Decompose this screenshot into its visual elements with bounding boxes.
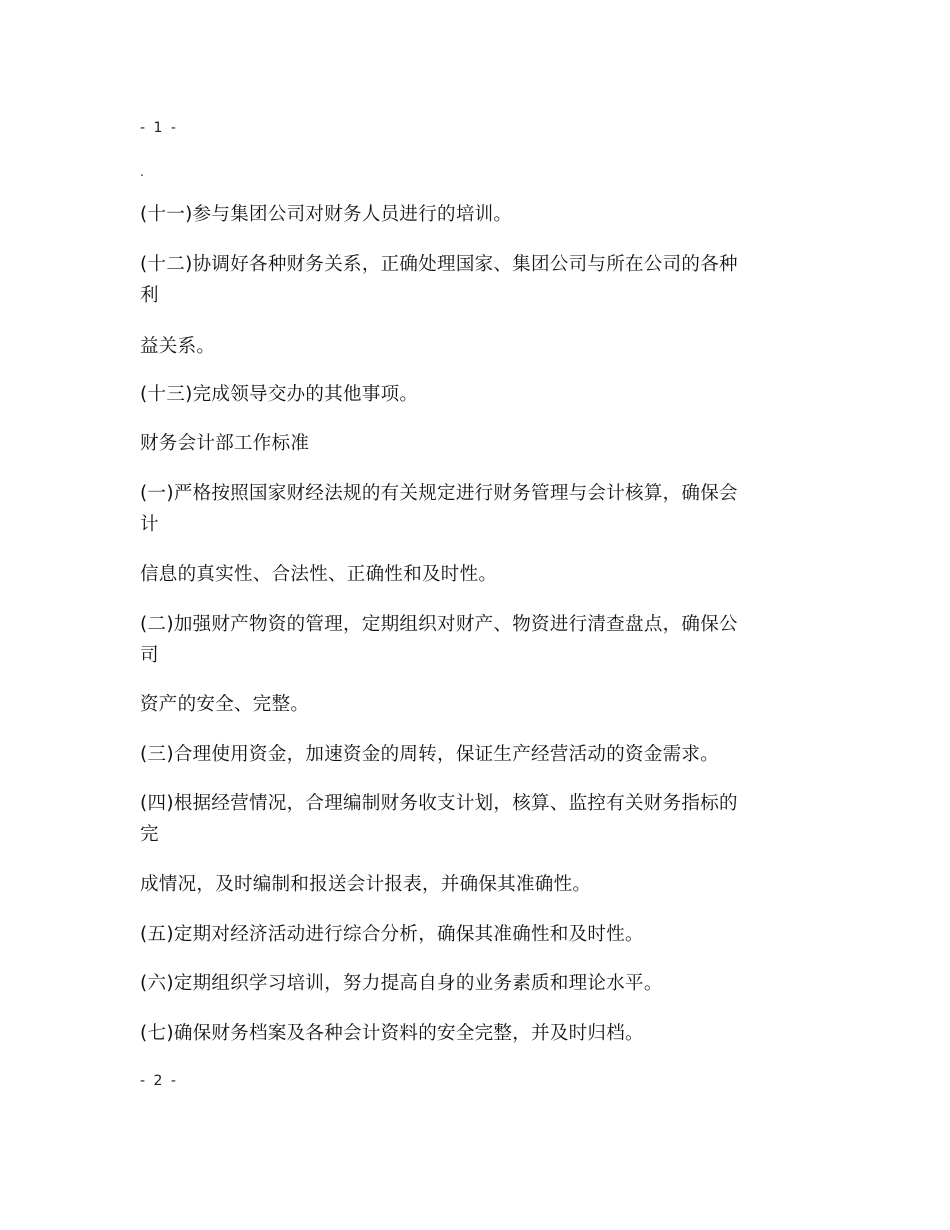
text-line: (四)根据经营情况，合理编制财务收支计划，核算、监控有关财务指标的 xyxy=(140,793,738,814)
text-line: (十三)完成领导交办的其他事项。 xyxy=(140,384,419,405)
text-line: 信息的真实性、合法性、正确性和及时性。 xyxy=(140,564,498,585)
text-line: (二)加强财产物资的管理，定期组织对财产、物资进行清查盘点，确保公 xyxy=(140,614,738,635)
text-line: 计 xyxy=(140,514,159,535)
text-line: (六)定期组织学习培训，努力提高自身的业务素质和理论水平。 xyxy=(140,973,663,994)
text-line: 成情况，及时编制和报送会计报表，并确保其准确性。 xyxy=(140,874,592,895)
text-line: 利 xyxy=(140,285,159,306)
text-line: 益关系。 xyxy=(140,336,216,357)
dot-mark: . xyxy=(140,165,145,179)
text-line: 资产的安全、完整。 xyxy=(140,694,310,715)
text-line: (五)定期对经济活动进行综合分析，确保其准确性和及时性。 xyxy=(140,924,644,945)
text-line: (七)确保财务档案及各种会计资料的安全完整，并及时归档。 xyxy=(140,1023,644,1044)
section-heading: 财务会计部工作标准 xyxy=(140,433,310,454)
text-line: (三)合理使用资金，加速资金的周转，保证生产经营活动的资金需求。 xyxy=(140,744,720,765)
page-number-top: - 1 - xyxy=(140,120,178,136)
text-line: 完 xyxy=(140,824,159,845)
text-line: (一)严格按照国家财经法规的有关规定进行财务管理与会计核算，确保会 xyxy=(140,483,738,504)
text-line: (十一)参与集团公司对财务人员进行的培训。 xyxy=(140,204,513,225)
text-line: (十二)协调好各种财务关系，正确处理国家、集团公司与所在公司的各种 xyxy=(140,254,738,275)
page-number-bottom: - 2 - xyxy=(140,1073,178,1089)
text-line: 司 xyxy=(140,645,159,666)
